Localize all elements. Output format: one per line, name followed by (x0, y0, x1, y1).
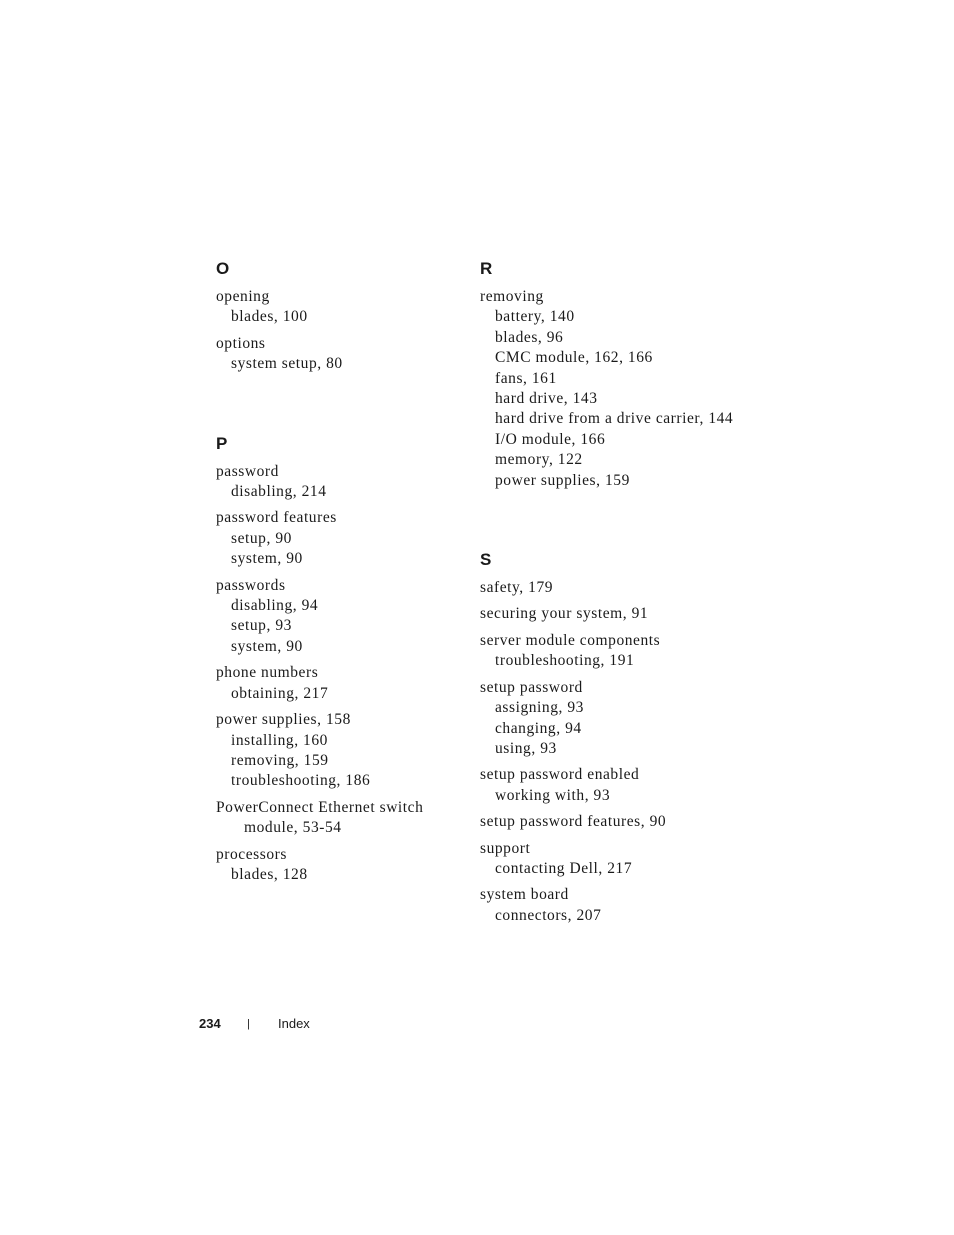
page-number: 234 (199, 1016, 221, 1031)
index-term: removing (480, 288, 544, 305)
index-term: opening (216, 288, 270, 305)
index-subentry: system, 90 (231, 550, 303, 568)
index-subentry: setup, 93 (231, 617, 292, 635)
index-subentry: troubleshooting, 186 (231, 772, 371, 790)
index-entry (480, 812, 720, 832)
section-letter: S (480, 550, 492, 570)
index-term: support (480, 839, 531, 857)
index-subentry: setup, 90 (231, 529, 292, 547)
index-term: setup password features, 90 (480, 813, 667, 831)
index-subentry: blades, 100 (231, 308, 308, 326)
index-subentry: system setup, 80 (231, 355, 343, 373)
index-subentry: fans, 161 (495, 369, 557, 387)
index-subentry: using, 93 (495, 739, 557, 757)
index-subentry: memory, 122 (495, 451, 583, 469)
index-entry (216, 287, 456, 328)
index-section (216, 258, 456, 375)
index-term: setup password enabled (480, 766, 640, 784)
index-entry (216, 462, 456, 503)
index-entry (216, 508, 456, 569)
index-section (480, 549, 720, 926)
index-subentry: removing, 159 (231, 751, 329, 769)
index-entry (216, 798, 456, 839)
index-subentry: blades, 96 (495, 328, 564, 346)
index-subentry: system, 90 (231, 637, 303, 655)
index-entry (480, 765, 720, 806)
index-section (480, 258, 734, 491)
index-subentry: battery, 140 (495, 308, 575, 326)
index-column-left (216, 258, 456, 943)
footer-section-label: Index (278, 1016, 310, 1031)
index-entry (480, 678, 720, 760)
page-footer (0, 1014, 954, 1034)
index-subentry: hard drive from a drive carrier, 144 (495, 410, 734, 428)
section-letter: O (216, 259, 230, 278)
footer-separator: | (247, 1018, 250, 1030)
index-section (216, 433, 456, 886)
index-subentry: changing, 94 (495, 719, 582, 737)
index-subentry: I/O module, 166 (495, 430, 606, 448)
index-subentry: installing, 160 (231, 731, 328, 749)
index-subentry: disabling, 214 (231, 483, 327, 501)
index-term: server module components (480, 631, 661, 649)
index-subentry: assigning, 93 (495, 699, 584, 717)
index-term: processors (216, 845, 287, 863)
index-subentry: disabling, 94 (231, 597, 319, 615)
section-letter: P (216, 433, 228, 453)
index-entry (480, 604, 720, 624)
index-column-right (480, 258, 734, 984)
index-term: safety, 179 (480, 579, 554, 597)
index-subentry: contacting Dell, 217 (495, 859, 633, 877)
index-subentry: hard drive, 143 (495, 390, 598, 408)
index-entry (216, 334, 456, 375)
index-entry (480, 631, 720, 672)
index-term: phone numbers (216, 664, 319, 682)
index-entry (480, 885, 720, 926)
index-term: securing your system, 91 (480, 605, 649, 623)
index-subentry: connectors, 207 (495, 906, 602, 924)
index-subentry: obtaining, 217 (231, 684, 329, 702)
index-term: password features (216, 509, 337, 527)
index-subentry: troubleshooting, 191 (495, 652, 635, 670)
index-term: PowerConnect Ethernet switch module, 53-54 (216, 798, 424, 837)
index-term: passwords (216, 576, 286, 594)
index-term: power supplies, 158 (216, 711, 351, 729)
index-term: system board (480, 886, 569, 904)
index-entry (480, 839, 720, 880)
index-subentry: CMC module, 162, 166 (495, 349, 653, 367)
index-entry (480, 578, 720, 598)
index-entry (216, 845, 456, 886)
index-subentry: power supplies, 159 (495, 471, 630, 489)
index-entry (216, 710, 456, 792)
index-subentry: blades, 128 (231, 865, 308, 883)
section-letter: R (480, 259, 493, 278)
index-entry (480, 287, 734, 491)
index-entry (216, 663, 456, 704)
index-term: options (216, 334, 266, 352)
index-term: setup password (480, 678, 583, 696)
index-subentry: working with, 93 (495, 786, 611, 804)
index-term: password (216, 462, 279, 480)
index-entry (216, 576, 456, 658)
